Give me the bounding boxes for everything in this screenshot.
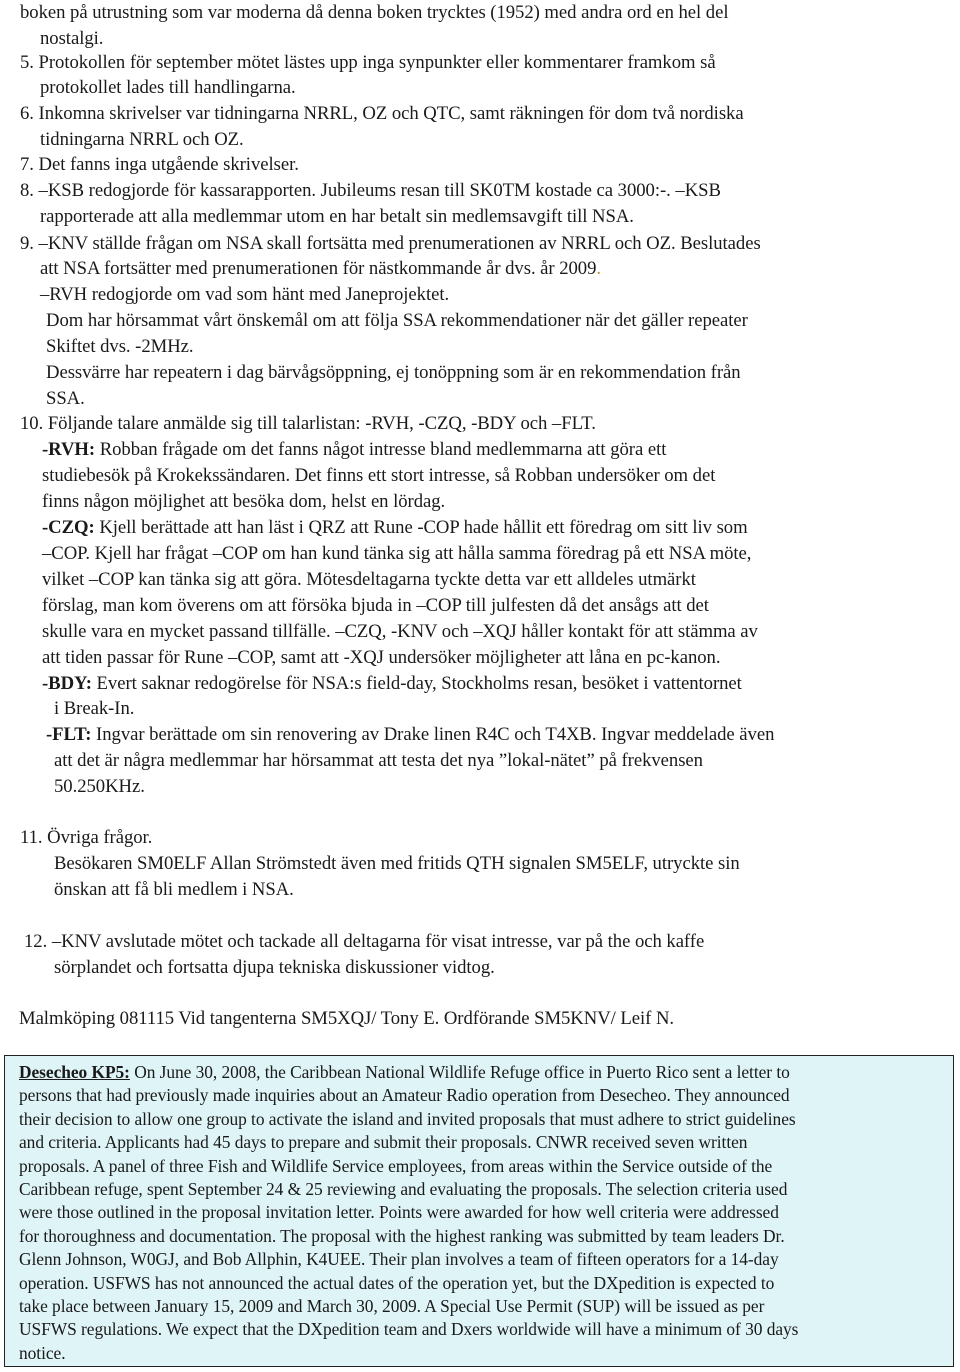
minutes-line: nostalgi.: [40, 28, 104, 49]
minutes-line: att NSA fortsätter med prenumerationen för nästkommande år dvs. år 2009.: [40, 258, 602, 279]
news-line: take place between January 15, 2009 and March 30, 2009. A Special Use Permit (SUP) will be issued as per: [19, 1296, 765, 1316]
signature-line: Malmköping 081115 Vid tangenterna SM5XQJ/ Tony E. Ordförande SM5KNV/ Leif N.: [19, 1008, 675, 1029]
news-line: Caribbean refuge, spent September 24 & 25 reviewing and evaluating the proposals. The selection criteria used: [19, 1179, 788, 1199]
news-line: were those outlined in the proposal invitation letter. Points were awarded for how well criteria were addressed: [19, 1202, 779, 1222]
minutes-line: SSA.: [46, 388, 85, 409]
minutes-line: förslag, man kom överens om att försöka bjuda in –COP till julfesten då det ansågs att det: [42, 595, 709, 616]
news-line: Glenn Johnson, W0GJ, and Bob Allphin, K4UEE. Their plan involves a team of fifteen operators for a 14-day: [19, 1249, 779, 1269]
minutes-line: 50.250KHz.: [54, 776, 145, 797]
minutes-line: rapporterade att alla medlemmar utom en har betalt sin medlemsavgift till NSA.: [40, 206, 634, 227]
minutes-line: 11. Övriga frågor.: [20, 827, 153, 848]
minutes-line: finns någon möjlighet att besöka dom, helst en lördag.: [42, 491, 446, 512]
speaker-label: -FLT:: [46, 724, 92, 745]
minutes-line: –RVH redogjorde om vad som hänt med Janeprojektet.: [40, 284, 450, 305]
news-line: their decision to allow one group to activate the island and invited proposals that must adhere to strict guidelines: [19, 1109, 796, 1129]
minutes-line: boken på utrustning som var moderna då denna boken trycktes (1952) med andra ord en hel del: [20, 2, 729, 23]
minutes-line: önskan att få bli medlem i NSA.: [54, 879, 294, 900]
news-line: persons that had previously made inquiries about an Amateur Radio operation from Desecheo. They announced: [19, 1085, 790, 1105]
minutes-line: Dom har hörsammat vårt önskemål om att följa SSA rekommendationer när det gäller repeater: [46, 310, 748, 331]
speaker-label: -BDY:: [42, 673, 92, 694]
news-line: proposals. A panel of three Fish and Wildlife Service employees, from areas within the Service outside of the: [19, 1156, 773, 1176]
minutes-line: protokollet lades till handlingarna.: [40, 77, 296, 98]
minutes-line: vilket –COP kan tänka sig att göra. Mötesdeltagarna tyckte detta var ett alldeles utmärkt: [42, 569, 696, 590]
minutes-line: tidningarna NRRL och OZ.: [40, 129, 244, 150]
news-line: USFWS regulations. We expect that the DXpedition team and Dxers worldwide will have a minimum of 30 days: [19, 1319, 799, 1339]
minutes-line: Besökaren SM0ELF Allan Strömstedt även med fritids QTH signalen SM5ELF, utryckte sin: [54, 853, 740, 874]
minutes-line: 9. –KNV ställde frågan om NSA skall fortsätta med prenumerationen av NRRL och OZ. Beslutades: [20, 233, 761, 254]
minutes-line: 10. Följande talare anmälde sig till talarlistan: -RVH, -CZQ, -BDY och –FLT.: [20, 413, 596, 434]
news-line: operation. USFWS has not announced the actual dates of the operation yet, but the DXpedition is expected to: [19, 1273, 775, 1293]
speaker-label: -CZQ:: [42, 517, 95, 538]
minutes-line: 6. Inkomna skrivelser var tidningarna NRRL, OZ och QTC, samt räkningen för dom två nordiska: [20, 103, 744, 124]
minutes-line: 7. Det fanns inga utgående skrivelser.: [20, 154, 299, 175]
news-line: and criteria. Applicants had 45 days to prepare and submit their proposals. CNWR received seven written: [19, 1132, 748, 1152]
minutes-line: Dessvärre har repeatern i dag bärvågsöppning, ej tonöppning som är en rekommendation från: [46, 362, 741, 383]
minutes-line: sörplandet och fortsatta djupa tekniska diskussioner vidtog.: [54, 957, 495, 978]
minutes-line: Skiftet dvs. -2MHz.: [46, 336, 194, 357]
minutes-line: att det är några medlemmar har hörsammat att testa det nya ”lokal-nätet” på frekvensen: [54, 750, 703, 771]
minutes-line: 12. –KNV avslutade mötet och tackade all deltagarna för visat intresse, var på the och kaffe: [24, 931, 705, 952]
minutes-line: -CZQ: Kjell berättade att han läst i QRZ att Rune -COP hade hållit ett föredrag om sitt liv som: [42, 517, 748, 538]
minutes-line: –COP. Kjell har frågat –COP om han kund tänka sig att hålla samma föredrag på ett NSA möte,: [42, 543, 752, 564]
news-line: notice.: [19, 1343, 66, 1363]
desecheo-news-box: [4, 1055, 954, 1367]
news-title: Desecheo KP5:: [19, 1062, 130, 1082]
minutes-line: skulle vara en mycket passand tillfälle. –CZQ, -KNV och –XQJ håller kontakt för att stämma av: [42, 621, 758, 642]
speaker-label: -RVH:: [42, 439, 96, 460]
minutes-line: -RVH: Robban frågade om det fanns något intresse bland medlemmarna att göra ett: [42, 439, 667, 460]
minutes-line: 5. Protokollen för september mötet lästes upp inga synpunkter eller kommentarer framkom så: [20, 52, 716, 73]
minutes-line: 8. –KSB redogjorde för kassarapporten. Jubileums resan till SK0TM kostade ca 3000:-. –KSB: [20, 180, 721, 201]
minutes-line: studiebesök på Krokekssändaren. Det finns ett stort intresse, så Robban undersöker om det: [42, 465, 716, 486]
news-line: for thoroughness and documentation. The proposal with the highest ranking was submitted by team leaders Dr.: [19, 1226, 785, 1246]
minutes-line: i Break-In.: [54, 698, 135, 719]
minutes-line: att tiden passar för Rune –COP, samt att -XQJ undersöker möjligheter att låna en pc-kanon.: [42, 647, 721, 668]
minutes-line: -BDY: Evert saknar redogörelse för NSA:s field-day, Stockholms resan, besöket i vattentornet: [42, 673, 742, 694]
news-line: Desecheo KP5: On June 30, 2008, the Caribbean National Wildlife Refuge office in Puerto Rico sent a letter to: [19, 1062, 790, 1082]
minutes-line: -FLT: Ingvar berättade om sin renovering av Drake linen R4C och T4XB. Ingvar meddelade även: [46, 724, 775, 745]
